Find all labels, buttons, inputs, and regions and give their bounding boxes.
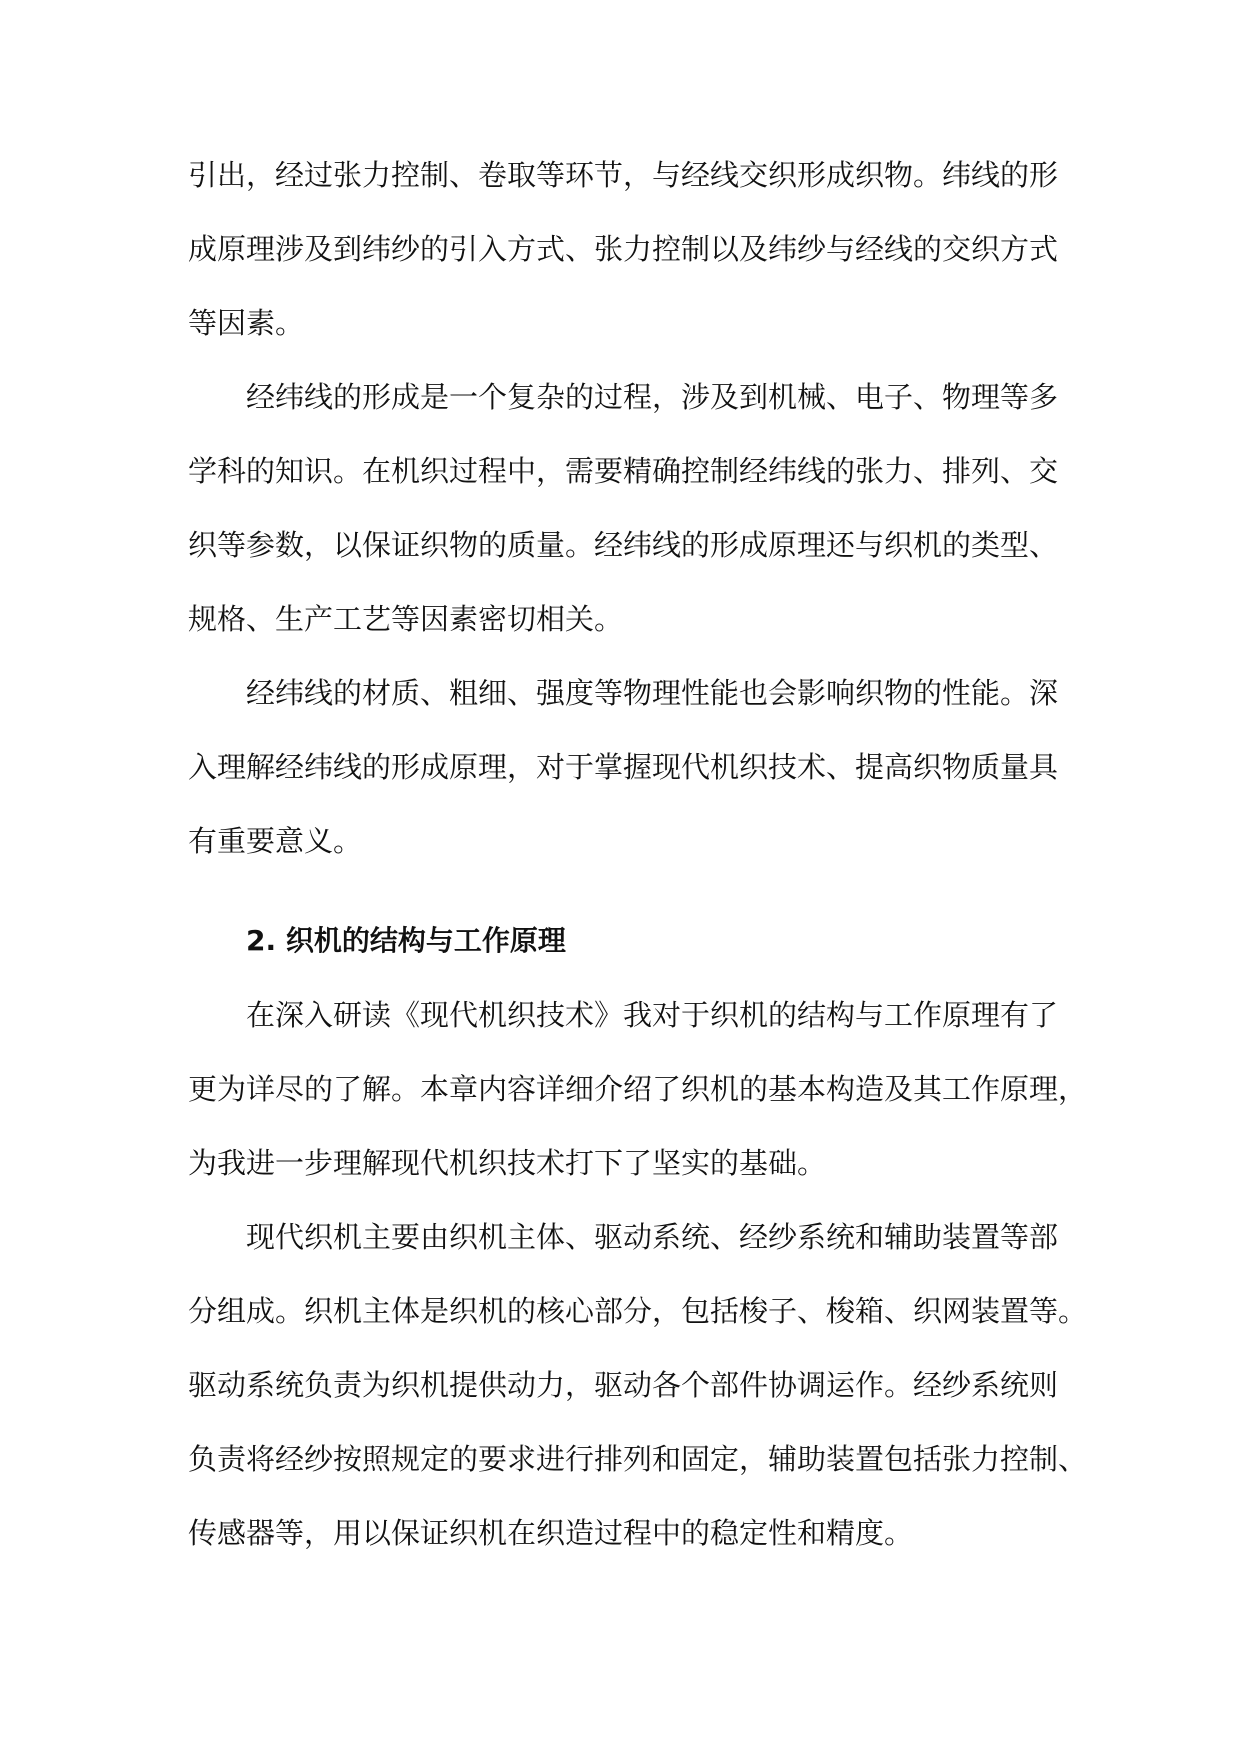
text-line: 现代织机主要由织机主体、驱动系统、经纱系统和辅助装置等部 — [246, 1220, 1059, 1254]
text-line: 在深入研读《现代机织技术》我对于织机的结构与工作原理有了 — [246, 998, 1059, 1032]
paragraph — [188, 138, 1066, 360]
text-line: 负责将经纱按照规定的要求进行排列和固定，辅助装置包括张力控制、 — [188, 1442, 1088, 1476]
paragraph — [188, 978, 1088, 1200]
text-line: 有重要意义。 — [188, 824, 363, 858]
text-line: 传感器等，用以保证织机在织造过程中的稳定性和精度。 — [188, 1516, 914, 1550]
text-line: 更为详尽的了解。本章内容详细介绍了织机的基本构造及其工作原理， — [188, 1072, 1088, 1106]
text-line: 经纬线的材质、粗细、强度等物理性能也会影响织物的性能。深 — [246, 676, 1059, 710]
text-line: 成原理涉及到纬纱的引入方式、张力控制以及纬纱与经线的交织方式 — [188, 232, 1059, 266]
text-line: 驱动系统负责为织机提供动力，驱动各个部件协调运作。经纱系统则 — [188, 1368, 1059, 1402]
text-line: 入理解经纬线的形成原理，对于掌握现代机织技术、提高织物质量具 — [188, 750, 1059, 784]
text-line: 学科的知识。在机织过程中，需要精确控制经纬线的张力、排列、交 — [188, 454, 1059, 488]
text-line: 为我进一步理解现代机织技术打下了坚实的基础。 — [188, 1146, 827, 1180]
text-line: 规格、生产工艺等因素密切相关。 — [188, 602, 624, 636]
text-line: 经纬线的形成是一个复杂的过程，涉及到机械、电子、物理等多 — [246, 380, 1059, 414]
text-line: 引出，经过张力控制、卷取等环节，与经线交织形成织物。纬线的形 — [188, 158, 1059, 192]
section-gap — [188, 878, 1066, 904]
text-line: 分组成。织机主体是织机的核心部分，包括梭子、梭箱、织网装置等。 — [188, 1294, 1088, 1328]
paragraph — [188, 656, 1066, 878]
text-line: 织等参数，以保证织物的质量。经纬线的形成原理还与织机的类型、 — [188, 528, 1059, 562]
paragraph — [188, 360, 1066, 656]
text-line: 等因素。 — [188, 306, 305, 340]
paragraph — [188, 1200, 1088, 1570]
document-body — [188, 138, 1088, 1570]
section-heading: 2. 织机的结构与工作原理 — [246, 924, 566, 957]
